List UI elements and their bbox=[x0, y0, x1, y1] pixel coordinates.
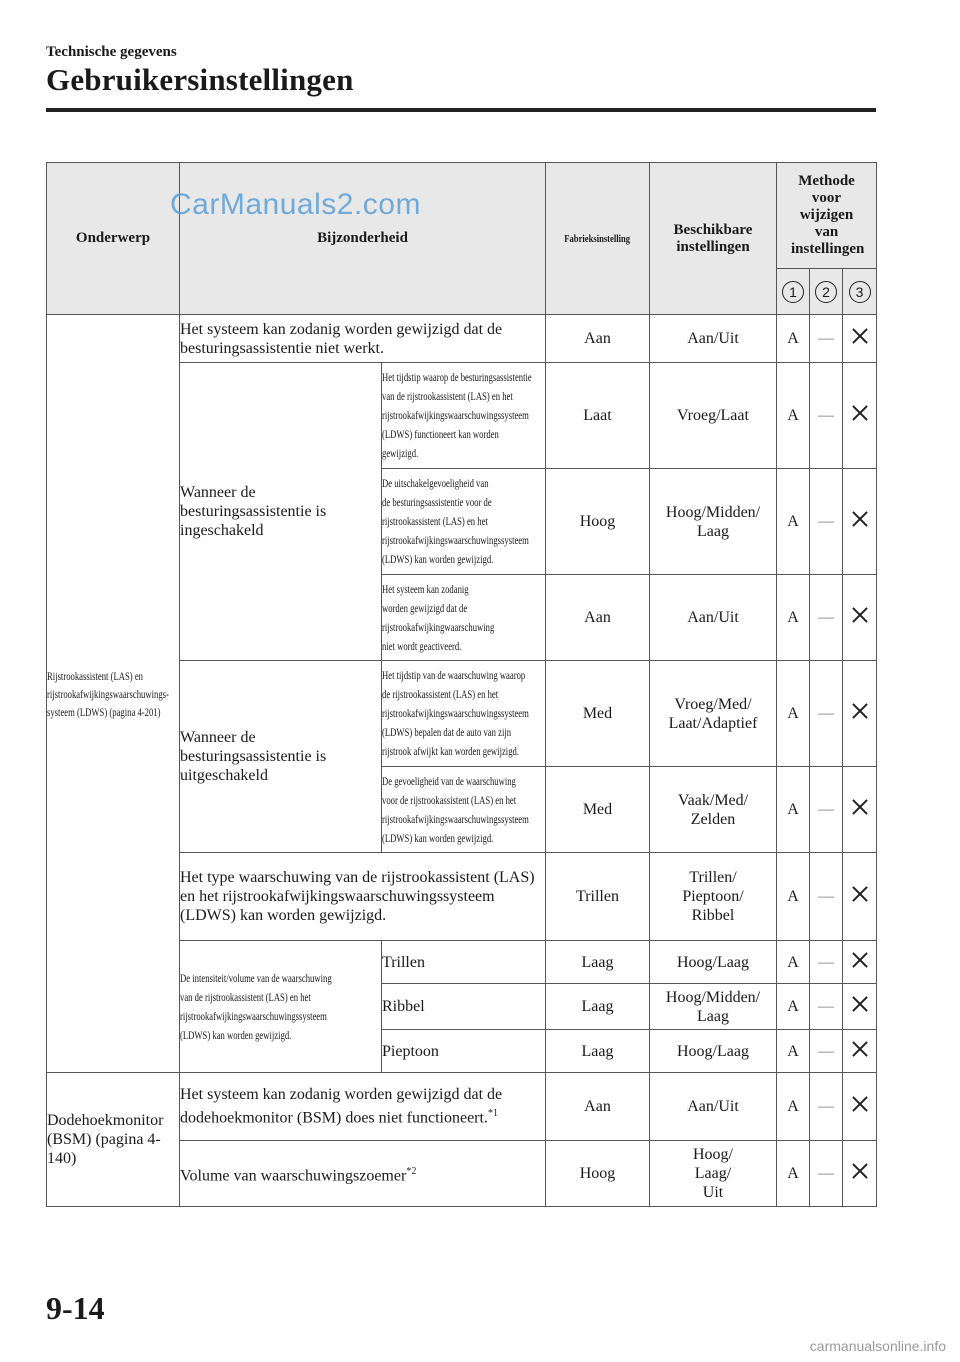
subject-bsm: Dodehoekmonitor (BSM) (pagina 4-140) bbox=[47, 1073, 180, 1207]
method-3-cross-icon bbox=[843, 575, 877, 661]
method-1-value: A bbox=[777, 315, 810, 363]
available-values: Aan/Uit bbox=[650, 1073, 777, 1141]
subject-las: Rijstrookassistent (LAS) en rijstrookafwijkingswaarschuwings- systeem (LDWS) (pagina 4-201) bbox=[47, 315, 180, 1073]
warning-type: Trillen bbox=[382, 941, 546, 984]
method-2-value: — bbox=[810, 1030, 843, 1073]
method-1-value: A bbox=[777, 1073, 810, 1141]
method-3-cross-icon bbox=[843, 767, 877, 853]
factory-value: Med bbox=[546, 661, 650, 767]
method-3-cross-icon bbox=[843, 1030, 877, 1073]
factory-value: Laat bbox=[546, 363, 650, 469]
settings-table bbox=[46, 162, 877, 1207]
method-1-value: A bbox=[777, 853, 810, 941]
method-3-cross-icon bbox=[843, 1141, 877, 1207]
method-2-value: — bbox=[810, 984, 843, 1030]
factory-value: Aan bbox=[546, 315, 650, 363]
method-2-value: — bbox=[810, 363, 843, 469]
header-subject: Onderwerp bbox=[47, 163, 180, 315]
method-3-cross-icon bbox=[843, 363, 877, 469]
method-col-1-icon: 1 bbox=[777, 269, 810, 315]
table-row bbox=[47, 1073, 877, 1141]
header-detail: Bijzonderheid bbox=[180, 163, 546, 315]
method-3-cross-icon bbox=[843, 1073, 877, 1141]
intensity-label: De intensiteit/volume van de waarschuwing van de rijstrookassistent (LAS) en het rijstrookafwijkingswaarschuwingssysteem (LDWS) kan worden gewijzigd. bbox=[180, 941, 382, 1073]
group-assist-on: Wanneer de besturingsassistentie is ingeschakeld bbox=[180, 363, 382, 661]
available-values: Hoog/Laag bbox=[650, 941, 777, 984]
item-text: Het type waarschuwing van de rijstrookassistent (LAS) en het rijstrookafwijkingswaarschuwingssysteem (LDWS) kan worden gewijzigd. bbox=[180, 853, 546, 941]
available-values: Hoog/Midden/ Laag bbox=[650, 984, 777, 1030]
method-1-value: A bbox=[777, 767, 810, 853]
condition-text: De gevoeligheid van de waarschuwing voor de rijstrookassistent (LAS) en het rijstrookafwijkingswaarschuwingssysteem (LDWS) kan worden gewijzigd. bbox=[382, 767, 546, 853]
factory-value: Laag bbox=[546, 941, 650, 984]
method-1-value: A bbox=[777, 1030, 810, 1073]
method-1-value: A bbox=[777, 1141, 810, 1207]
condition-text: De uitschakelgevoeligheid van de besturingsassistentie voor de rijstrookassistent (LAS) en het rijstrookafwijkingswaarschuwingssysteem (LDWS) kan worden gewijzigd. bbox=[382, 469, 546, 575]
method-2-value: — bbox=[810, 575, 843, 661]
method-1-value: A bbox=[777, 469, 810, 575]
factory-value: Trillen bbox=[546, 853, 650, 941]
available-values: Vroeg/Laat bbox=[650, 363, 777, 469]
method-1-value: A bbox=[777, 575, 810, 661]
method-2-value: — bbox=[810, 767, 843, 853]
method-2-value: — bbox=[810, 1073, 843, 1141]
available-values: Hoog/Laag bbox=[650, 1030, 777, 1073]
available-values: Trillen/ Pieptoon/ Ribbel bbox=[650, 853, 777, 941]
method-2-value: — bbox=[810, 469, 843, 575]
method-1-value: A bbox=[777, 941, 810, 984]
factory-value: Hoog bbox=[546, 469, 650, 575]
method-3-cross-icon bbox=[843, 984, 877, 1030]
method-2-value: — bbox=[810, 941, 843, 984]
available-values: Aan/Uit bbox=[650, 575, 777, 661]
method-1-value: A bbox=[777, 363, 810, 469]
header-factory: Fabrieksinstelling bbox=[546, 163, 650, 315]
method-col-3-icon: 3 bbox=[843, 269, 877, 315]
method-1-value: A bbox=[777, 661, 810, 767]
method-1-value: A bbox=[777, 984, 810, 1030]
factory-value: Med bbox=[546, 767, 650, 853]
method-2-value: — bbox=[810, 1141, 843, 1207]
available-values: Hoog/Midden/ Laag bbox=[650, 469, 777, 575]
factory-value: Laag bbox=[546, 984, 650, 1030]
page-number: 9-14 bbox=[46, 1290, 105, 1326]
available-values: Hoog/ Laag/ Uit bbox=[650, 1141, 777, 1207]
warning-type: Ribbel bbox=[382, 984, 546, 1030]
page-title: Gebruikersinstellingen bbox=[46, 62, 354, 97]
condition-text: Het tijdstip waarop de besturingsassistentie van de rijstrookassistent (LAS) en het rijstrookafwijkingswaarschuwingssysteem (LDWS) functioneert kan worden gewijzigd. bbox=[382, 363, 546, 469]
factory-value: Aan bbox=[546, 1073, 650, 1141]
available-values: Aan/Uit bbox=[650, 315, 777, 363]
available-values: Vaak/Med/ Zelden bbox=[650, 767, 777, 853]
watermark-footer: carmanualsonline.info bbox=[809, 1338, 946, 1354]
title-rule bbox=[46, 108, 876, 112]
item-text: Volume van waarschuwingszoemer$^{*2}$ bbox=[180, 1141, 546, 1207]
factory-value: Aan bbox=[546, 575, 650, 661]
group-assist-off: Wanneer de besturingsassistentie is uitgeschakeld bbox=[180, 661, 382, 853]
watermark-logo: CarManuals2.com bbox=[170, 188, 421, 221]
warning-type: Pieptoon bbox=[382, 1030, 546, 1073]
header-method: Methode voor wijzigen van instellingen bbox=[777, 163, 877, 269]
method-2-value: — bbox=[810, 315, 843, 363]
method-2-value: — bbox=[810, 853, 843, 941]
method-2-value: — bbox=[810, 661, 843, 767]
factory-value: Laag bbox=[546, 1030, 650, 1073]
item-text: Het systeem kan zodanig worden gewijzigd dat de dodehoekmonitor (BSM) does niet functioneert.$^{*1}$ bbox=[180, 1073, 546, 1141]
table-row bbox=[47, 315, 877, 363]
condition-text: Het tijdstip van de waarschuwing waarop de rijstrookassistent (LAS) en het rijstrookafwijkingswaarschuwingssysteem (LDWS) bepalen dat de auto van zijn rijstrook afwijkt kan worden gewijzigd. bbox=[382, 661, 546, 767]
section-label: Technische gegevens bbox=[46, 44, 177, 60]
factory-value: Hoog bbox=[546, 1141, 650, 1207]
header-available: Beschikbare instellingen bbox=[650, 163, 777, 315]
method-3-cross-icon bbox=[843, 315, 877, 363]
item-text: Het systeem kan zodanig worden gewijzigd dat de besturingsassistentie niet werkt. bbox=[180, 315, 546, 363]
method-3-cross-icon bbox=[843, 941, 877, 984]
method-3-cross-icon bbox=[843, 853, 877, 941]
method-3-cross-icon bbox=[843, 661, 877, 767]
condition-text: Het systeem kan zodanig worden gewijzigd dat de rijstrookafwijkingwaarschuwing niet wordt geactiveerd. bbox=[382, 575, 546, 661]
method-3-cross-icon bbox=[843, 469, 877, 575]
method-col-2-icon: 2 bbox=[810, 269, 843, 315]
available-values: Vroeg/Med/ Laat/Adaptief bbox=[650, 661, 777, 767]
